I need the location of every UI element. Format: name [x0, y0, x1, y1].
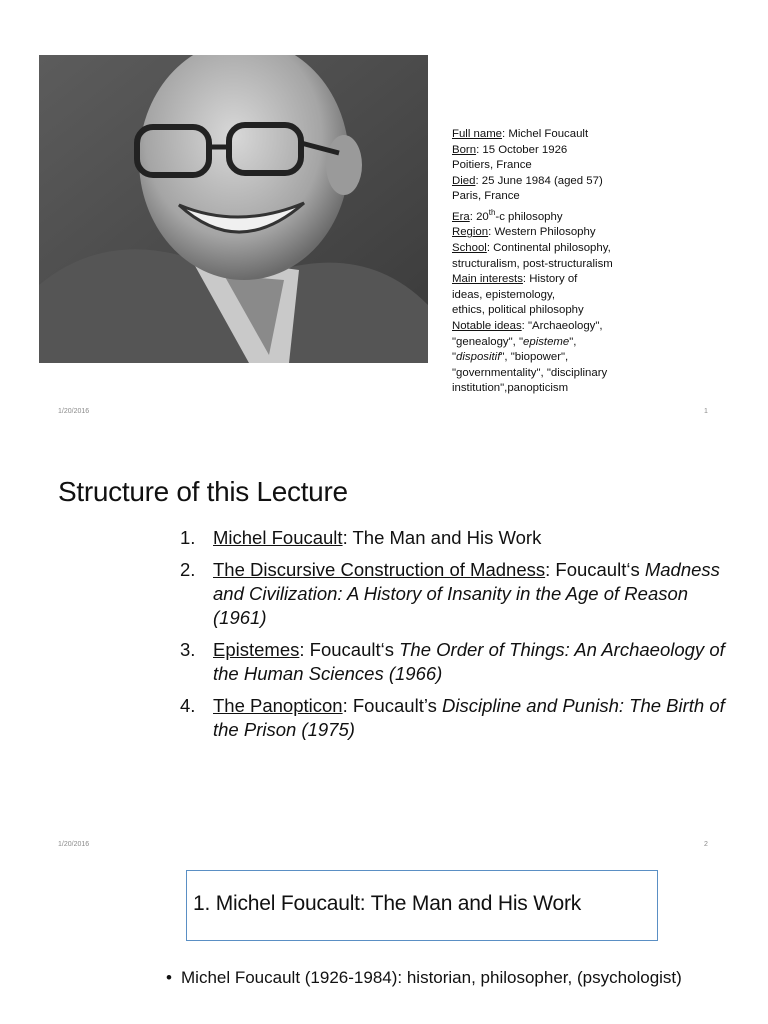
- slide-number: 1: [704, 408, 708, 415]
- bio-ideas-cont-3: "governmentality", "disciplinary: [452, 366, 608, 379]
- bullet-dot: •: [166, 968, 172, 987]
- agenda-item-2: 2. The Discursive Construction of Madness: Foucault‘s Madness and Civilization: A History of Insanity in the Age of Reason (1961): [180, 559, 720, 628]
- bio-era-text: : 20th-c philosophy: [469, 207, 563, 223]
- bio-region: Region: Western Philosophy: [452, 226, 596, 239]
- bullet-text: Michel Foucault (1926-1984): historian, philosopher, (psychologist): [181, 968, 682, 987]
- agenda-item-4: 4. The Panopticon: Foucault’s Discipline and Punish: The Birth of the Prison (1975): [180, 695, 725, 740]
- bio-school: School: Continental philosophy,: [452, 241, 611, 254]
- slide-number: 2: [704, 841, 708, 848]
- slide-date: 1/20/2016: [58, 408, 90, 415]
- bio-ideas-cont-2: "dispositif", "biopower",: [452, 351, 569, 364]
- bio-died-place: Paris, France: [452, 190, 520, 203]
- bullet-item: [166, 967, 746, 989]
- bio-interests-cont-2: ethics, political philosophy: [452, 304, 584, 317]
- agenda-link-1[interactable]: Michel Foucault: [213, 527, 343, 548]
- bio-notable-ideas: Notable ideas: "Archaeology",: [452, 319, 603, 332]
- bio-born: Born: 15 October 1926: [452, 143, 568, 156]
- bio-born-place: Poitiers, France: [452, 159, 532, 172]
- agenda-link-3[interactable]: Epistemes: [213, 639, 300, 660]
- bio-school-cont: structuralism, post-structuralism: [452, 257, 613, 270]
- bio-ideas-cont-1: "genealogy", "episteme",: [452, 335, 577, 348]
- bio-interests: Main interests: History of: [452, 273, 578, 286]
- section-title-box: [186, 870, 658, 941]
- slide-date: 1/20/2016: [58, 841, 90, 848]
- bio-died: Died: 25 June 1984 (aged 57): [452, 174, 603, 187]
- agenda-link-4[interactable]: The Panopticon: [213, 695, 343, 716]
- agenda-item-3: 3. Epistemes: Foucault‘s The Order of Things: An Archaeology of the Human Sciences (1966): [180, 639, 725, 684]
- bio-interests-cont-1: ideas, epistemology,: [452, 288, 555, 301]
- bio-ideas-cont-4: institution",panopticism: [452, 382, 569, 395]
- slide-title: Structure of this Lecture: [58, 476, 348, 507]
- agenda-item-1: 1. Michel Foucault: The Man and His Work: [180, 527, 542, 548]
- agenda-link-2[interactable]: The Discursive Construction of Madness: [213, 559, 546, 580]
- bio-era: Era: 20th-c philosophy: [452, 207, 563, 223]
- section-title: 1. Michel Foucault: The Man and His Work: [193, 892, 582, 915]
- bio-full-name: Full name: Michel Foucault: [452, 128, 589, 140]
